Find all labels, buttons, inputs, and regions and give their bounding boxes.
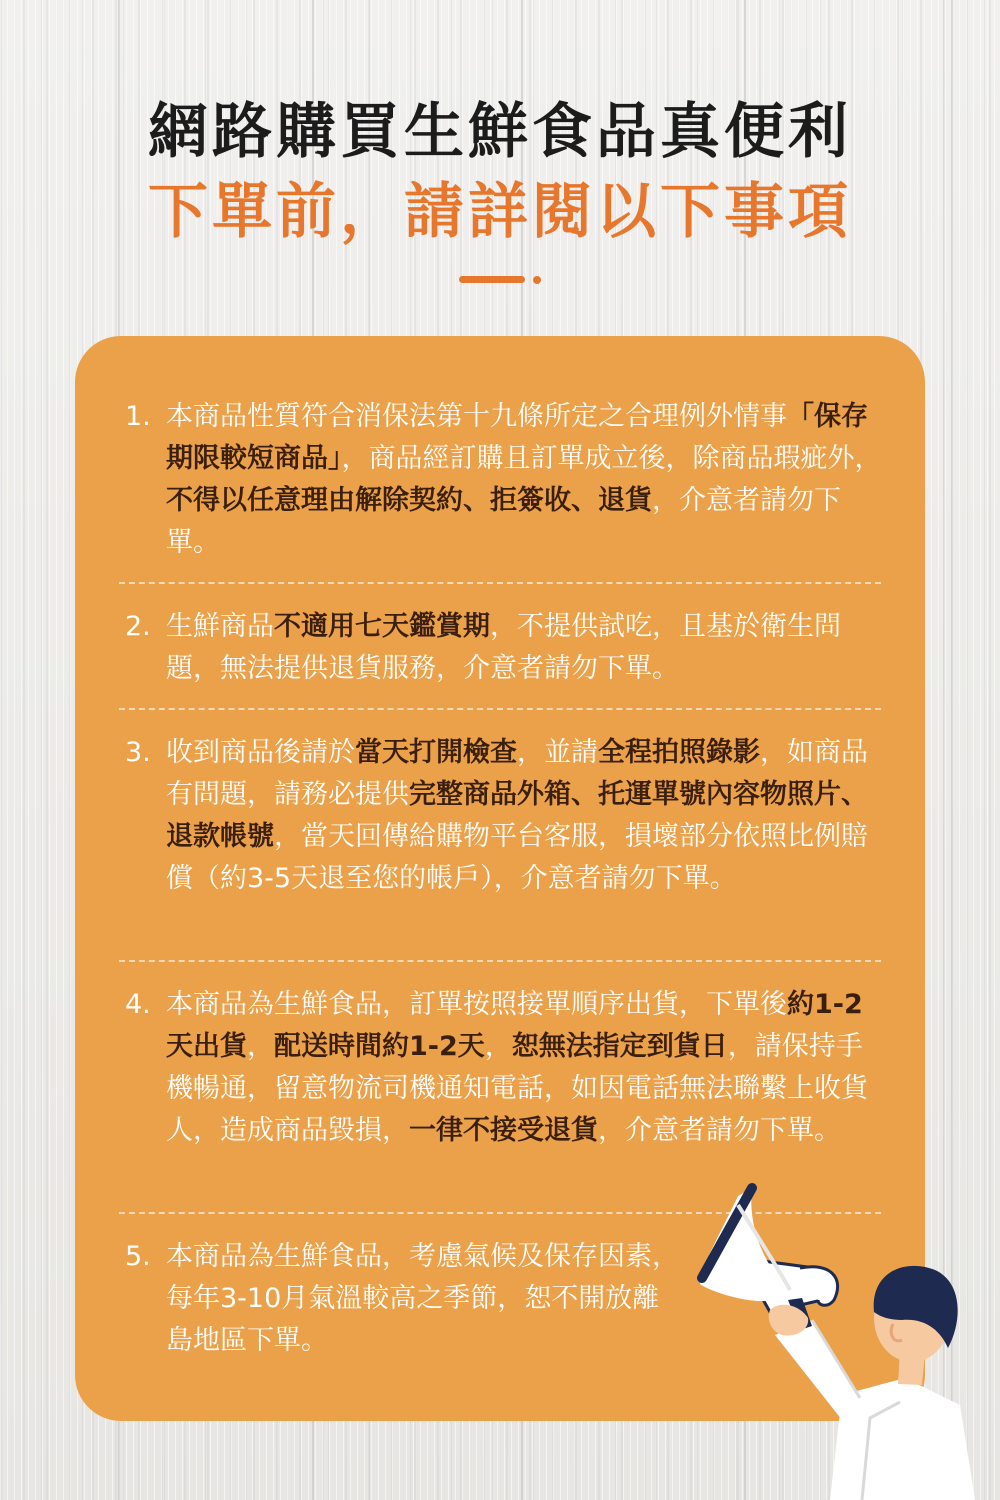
notice-item xyxy=(125,606,885,690)
notice-number: 2. xyxy=(125,611,151,642)
notice-panel xyxy=(75,336,925,1421)
notice-text xyxy=(166,396,885,564)
notice-item xyxy=(125,396,885,564)
notice-text-bold: 不得以任意理由解除契約、拒簽收、退貨 xyxy=(166,485,652,516)
notice-item xyxy=(125,732,885,900)
notice-number: 1. xyxy=(125,401,151,432)
notice-text-segment: 生鮮商品 xyxy=(166,611,274,642)
notice-text-segment: ，介意者請勿下單。 xyxy=(166,485,841,558)
dashed-separator xyxy=(119,1212,881,1214)
page-subtitle: 下單前，請詳閱以下事項 xyxy=(148,177,852,247)
notice-text-segment: ，介意者請勿下單。 xyxy=(598,1115,841,1146)
notice-number: 3. xyxy=(125,737,151,768)
notice-text-segment: ，請保持手機暢通，留意物流司機通知電話，如因電話無法聯繫上收貨人，造成商品毀損， xyxy=(166,1031,868,1146)
notice-text xyxy=(166,984,885,1152)
notice-text-bold: 當天打開檢查 xyxy=(355,737,517,768)
notice-number: 4. xyxy=(125,989,151,1020)
notice-text-bold: 恕無法指定到貨日 xyxy=(511,1031,728,1062)
notice-text-bold: 約1-2天出貨 xyxy=(166,989,863,1062)
notice-text-segment: ， xyxy=(247,1031,274,1062)
notice-text-bold: 不適用七天鑑賞期 xyxy=(274,611,490,642)
notice-text-segment: ，商品經訂購且訂單成立後，除商品瑕疵外， xyxy=(341,443,882,474)
notice-text-segment: ， xyxy=(484,1031,512,1062)
title-divider xyxy=(459,276,525,283)
dashed-separator xyxy=(119,708,881,710)
notice-text-segment: ，當天回傳給購物平台客服，損壞部分依照比例賠償（約3-5天退至您的帳戶），介意者請勿下單。 xyxy=(166,821,868,894)
notice-text xyxy=(166,606,885,690)
notice-text xyxy=(166,1236,685,1362)
notice-text-segment: 收到商品後請於 xyxy=(166,737,355,768)
title-divider-dot xyxy=(533,276,541,284)
notice-text-segment: ，不提供試吃，且基於衛生問題，無法提供退貨服務，介意者請勿下單。 xyxy=(166,611,841,684)
notice-text-segment: 本商品為生鮮食品，考慮氣候及保存因素，每年3-10月氣溫較高之季節，恕不開放離島地區下單。 xyxy=(166,1241,679,1356)
notice-text-bold: 完整商品外箱、托運單號內容物照片、退款帳號 xyxy=(166,779,868,852)
notice-item xyxy=(125,1236,685,1362)
page-title: 網路購買生鮮食品真便利 xyxy=(148,97,852,167)
notice-text xyxy=(166,732,885,900)
notice-text-segment: 本商品性質符合消保法第十九條所定之合理例外情事 xyxy=(166,401,787,432)
notice-text-bold: 配送時間約1-2天 xyxy=(274,1031,485,1062)
notice-text-segment: ，並請 xyxy=(517,737,598,768)
notice-text-bold: 「保存期限較短商品」 xyxy=(166,401,868,474)
dashed-separator xyxy=(119,960,881,962)
notice-text-segment: ，如商品有問題，請務必提供 xyxy=(166,737,868,810)
notice-text-segment: 本商品為生鮮食品，訂單按照接單順序出貨，下單後 xyxy=(166,989,787,1020)
notice-text-bold: 全程拍照錄影 xyxy=(598,737,760,768)
notice-item xyxy=(125,984,885,1152)
notice-text-bold: 一律不接受退貨 xyxy=(409,1115,598,1146)
notice-number: 5. xyxy=(125,1241,151,1272)
dashed-separator xyxy=(119,582,881,584)
